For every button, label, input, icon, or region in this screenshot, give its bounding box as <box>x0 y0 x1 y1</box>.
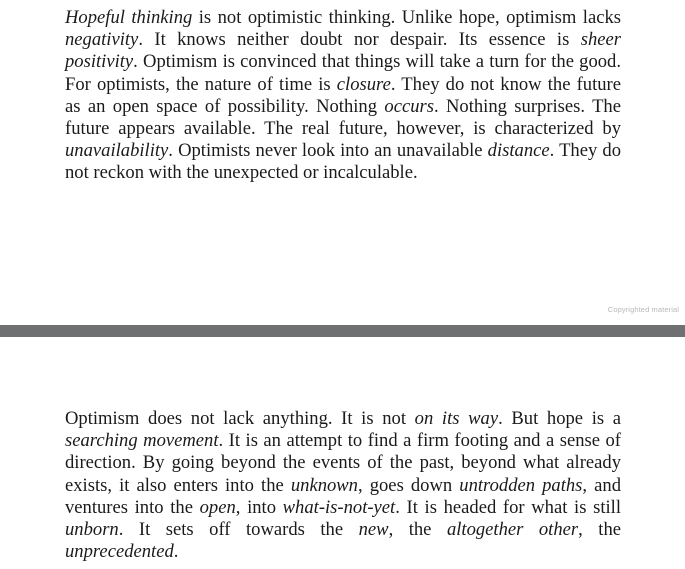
text-run: , goes down <box>357 474 460 496</box>
italic-run: searching movement <box>65 430 219 452</box>
italic-run: open <box>199 496 236 518</box>
italic-run: occurs <box>384 95 434 117</box>
italic-run: negativity <box>65 29 139 51</box>
paragraph-hopeful-thinking <box>65 7 621 185</box>
text-run: Optimism does not lack anything. It is not <box>65 408 415 429</box>
text-run: . <box>173 541 179 563</box>
italic-run: on its way <box>414 408 499 429</box>
text-run: . It sets off towards the <box>118 519 359 541</box>
text-run: , into <box>235 496 283 518</box>
text-run: . Optimism is convinced that things will take a turn for the good. For optimists, the nature of time is <box>65 51 621 95</box>
italic-run: Hopeful thinking <box>65 7 193 28</box>
italic-run: sheer positivity <box>65 29 621 73</box>
page-divider <box>0 325 685 337</box>
italic-run: unavailability <box>65 140 169 162</box>
text-run: , the <box>578 519 622 541</box>
italic-run: new <box>358 519 389 541</box>
italic-run: unborn <box>65 519 119 541</box>
paragraph-optimism-lacks-nothing <box>65 408 621 563</box>
text-run: , and ventures into the <box>65 474 622 518</box>
text-run: . It knows neither doubt nor despair. Its essence is <box>138 29 581 51</box>
text-run: . Optimists never look into an unavailable <box>168 140 488 162</box>
italic-run: distance <box>487 140 550 162</box>
copyright-watermark: Copyrighted material <box>607 305 679 314</box>
text-run: . Nothing surprises. The future appears available. The real future, however, is characterized by <box>65 95 621 140</box>
text-run: . It is an attempt to find a firm footing and a sense of direction. By going beyond the events of the past, beyond what already exists, it also enters into the <box>65 430 621 496</box>
italic-run: closure <box>336 73 391 95</box>
italic-run: altogether other <box>446 519 579 541</box>
text-run: . It is headed for what is still <box>395 496 622 518</box>
text-run: . They do not reckon with the unexpected or incalculable. <box>65 140 621 184</box>
text-run: , the <box>388 519 447 541</box>
text-run: is not optimistic thinking. Unlike hope, optimism lacks <box>192 7 621 28</box>
italic-run: unprecedented <box>65 541 174 563</box>
text-run: . But hope is a <box>498 408 621 429</box>
italic-run: untrodden paths <box>459 474 583 496</box>
text-run: . They do not know the future as an open space of possibility. Nothing <box>65 73 621 117</box>
italic-run: unknown <box>290 474 358 496</box>
italic-run: what-is-not-yet <box>282 496 396 518</box>
